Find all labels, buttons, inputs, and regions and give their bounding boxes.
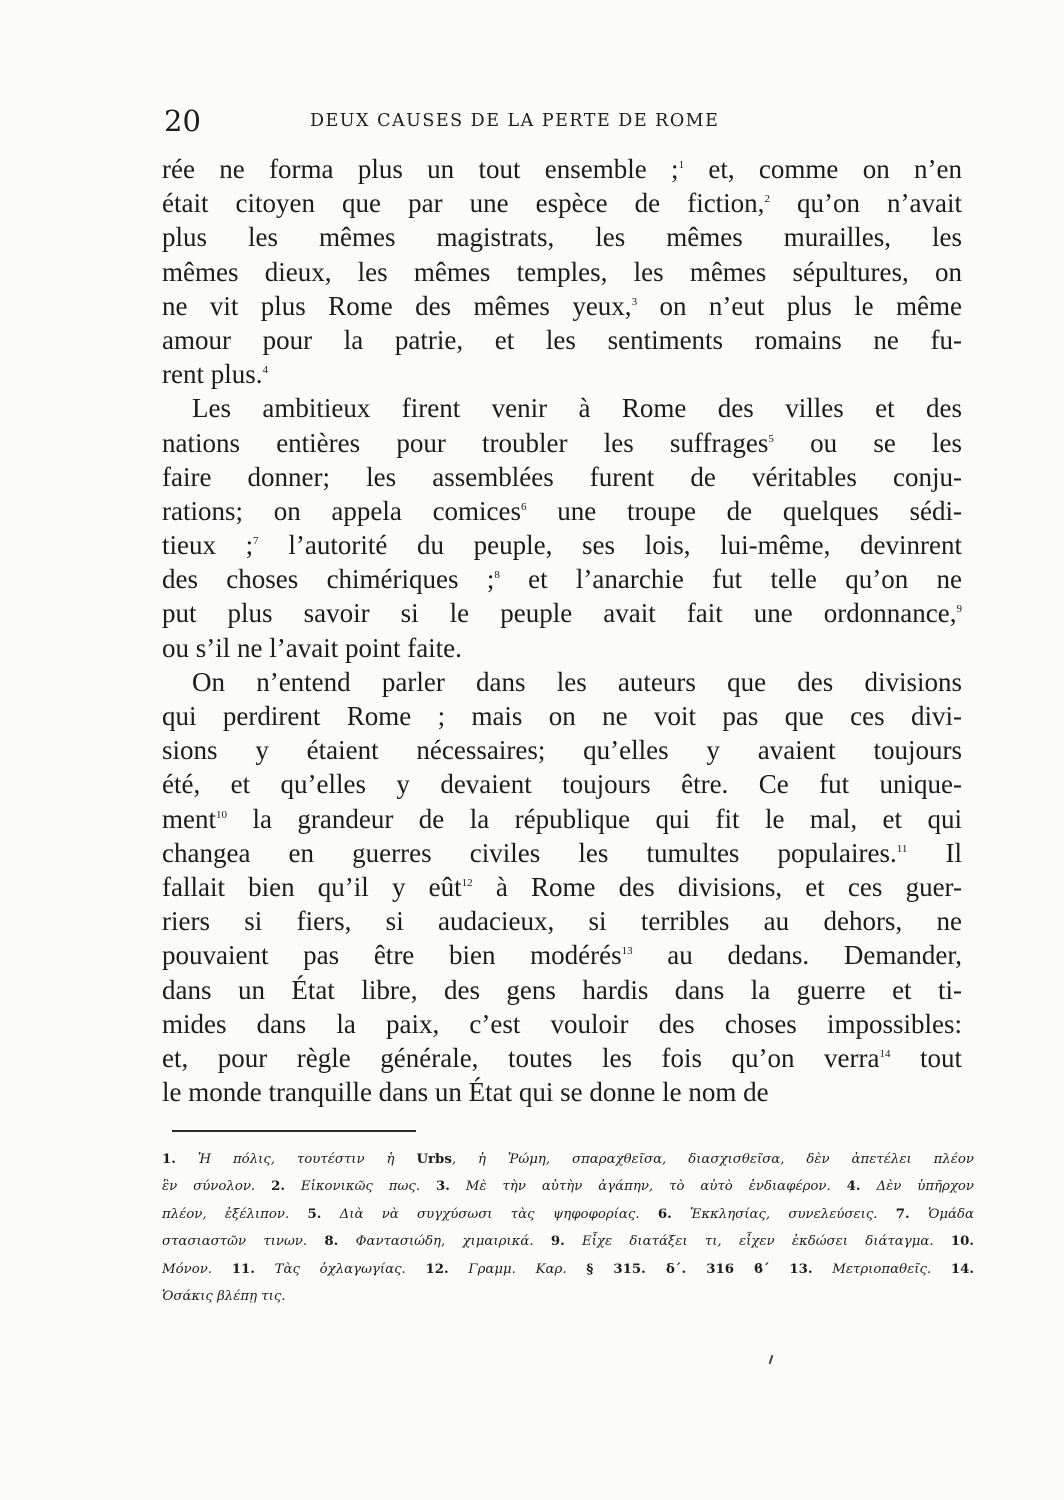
footnote-ref: 14 [879, 1047, 891, 1060]
text-line: nations entières pour troubler les suffrages$^5$ ou se les [162, 427, 963, 458]
text-line: pouvaient pas être bien modérés$^{13}$ au dedans. Demander, [162, 940, 962, 971]
footnotes [162, 1146, 974, 1310]
footnote-line: στασιαστῶν τινων. 8. Φαντασιώδη, χιμαιρικά. 9. Εἶχε διατάξει τι, εἶχεν ἐκδώσει διάταγμα. 10. [162, 1234, 974, 1250]
text-line: dans un État libre, des gens hardis dans la guerre et ti- [162, 974, 962, 1005]
footnote-ref: 10 [216, 808, 227, 821]
footnote-ref: 4 [262, 364, 268, 377]
footnote-ref: 9 [956, 603, 962, 616]
text-line: rations; on appela comices$^6$ une troupe de quelques sédi- [162, 495, 963, 526]
footnote-line: ἓν σύνολον. 2. Εἰκονικῶς πως. 3. Μὲ τὴν αὐτὴν ἀγάπην, τὸ αὐτὸ ἐνδιαφέρον. 4. Δὲν ὑπῆρχον [162, 1179, 975, 1195]
text-line: rée ne forma plus un tout ensemble ;$^1$ et, comme on n’en [162, 154, 963, 184]
text-line: et, pour règle générale, toutes les fois qu’on verra$^{14}$ tout [162, 1042, 962, 1073]
footnote-line: Μόνον. 11. Τὰς ὀχλαγωγίας. 12. Γραμμ. Καρ. § 315. δ΄. 316 ϐ΄ 13. Μετριοπαθεῖς. 14. [162, 1261, 975, 1277]
text-line: mêmes dieux, les mêmes temples, les mêmes sépultures, on [162, 256, 962, 287]
body-text [162, 152, 962, 1109]
footnote-ref: 7 [253, 535, 259, 548]
text-line: amour pour la patrie, et les sentiments romains ne fu- [162, 324, 962, 355]
footnote-ref: 12 [461, 876, 473, 889]
footnote-ref: 2 [764, 193, 770, 206]
text-line: rent plus.$^4$ [162, 359, 268, 390]
footnote-ref: 11 [896, 842, 908, 855]
text-line: été, et qu’elles y devaient toujours être. Ce fut unique- [162, 769, 962, 800]
text-line: tieux ;$^7$ l’autorité du peuple, ses lois, lui-même, devinrent [162, 530, 962, 561]
footnote-line: 1. Ἡ πόλις, τουτέστιν ἡ Urbs, ἡ Ῥώμη, σπαραχθεῖσα, διασχισθεῖσα, δὲν ἀπετέλει πλέον [162, 1152, 974, 1167]
text-line: put plus savoir si le peuple avait fait une ordonnance,$^9$ [162, 598, 962, 629]
text-line: sions y étaient nécessaires; qu’elles y avaient toujours [162, 735, 962, 766]
text-line: ou s’il ne l’avait point faite. [162, 632, 462, 663]
text-line: plus les mêmes magistrats, les mêmes murailles, les [162, 222, 962, 253]
text-line: On n’entend parler dans les auteurs que des divisions [192, 666, 962, 697]
text-line: mides dans la paix, c’est vouloir des choses impossibles: [162, 1008, 962, 1039]
running-head [160, 103, 970, 139]
footnote-line: Ὁσάκις βλέπῃ τις. [162, 1288, 286, 1304]
footnote-ref: 5 [768, 432, 774, 445]
footnote-ref: 6 [521, 500, 527, 513]
page-number: 20 [164, 104, 201, 138]
text-line: le monde tranquille dans un État qui se donne le nom de [162, 1077, 769, 1108]
footnote-rule [172, 1130, 416, 1132]
stray-mark [769, 1355, 774, 1364]
footnote-line: πλέον, ἐξέλιπον. 5. Διὰ νὰ συγχύσωσι τὰς ψηφοφορίας. 6. Ἐκκλησίας, συνελεύσεις. 7. Ὁμάδα [162, 1206, 974, 1222]
running-title: DEUX CAUSES DE LA PERTE DE ROME [310, 111, 720, 131]
footnote-ref: 13 [621, 945, 633, 958]
text-line: ment$^{10}$ la grandeur de la république qui fit le mal, et qui [162, 803, 962, 834]
text-line: riers si fiers, si audacieux, si terribles au dehors, ne [162, 906, 962, 937]
text-line: des choses chimériques ;$^8$ et l’anarchie fut telle qu’on ne [162, 564, 962, 595]
text-line: fallait bien qu’il y eût$^{12}$ à Rome des divisions, et ces guer- [162, 871, 962, 902]
footnote-ref: 3 [631, 295, 638, 308]
footnote-ref: 8 [494, 569, 500, 582]
text-line: qui perdirent Rome ; mais on ne voit pas que ces divi- [162, 701, 962, 731]
footnote-ref: 1 [678, 159, 685, 171]
text-line: ne vit plus Rome des mêmes yeux,$^3$ on n’eut plus le même [162, 290, 962, 321]
text-line: changea en guerres civiles les tumultes populaires.$^{11}$ Il [162, 837, 962, 868]
text-line: Les ambitieux firent venir à Rome des villes et des [192, 393, 962, 424]
text-line: faire donner; les assemblées furent de véritables conju- [162, 461, 962, 492]
text-line: était citoyen que par une espèce de fiction,$^2$ qu’on n’avait [162, 188, 963, 219]
